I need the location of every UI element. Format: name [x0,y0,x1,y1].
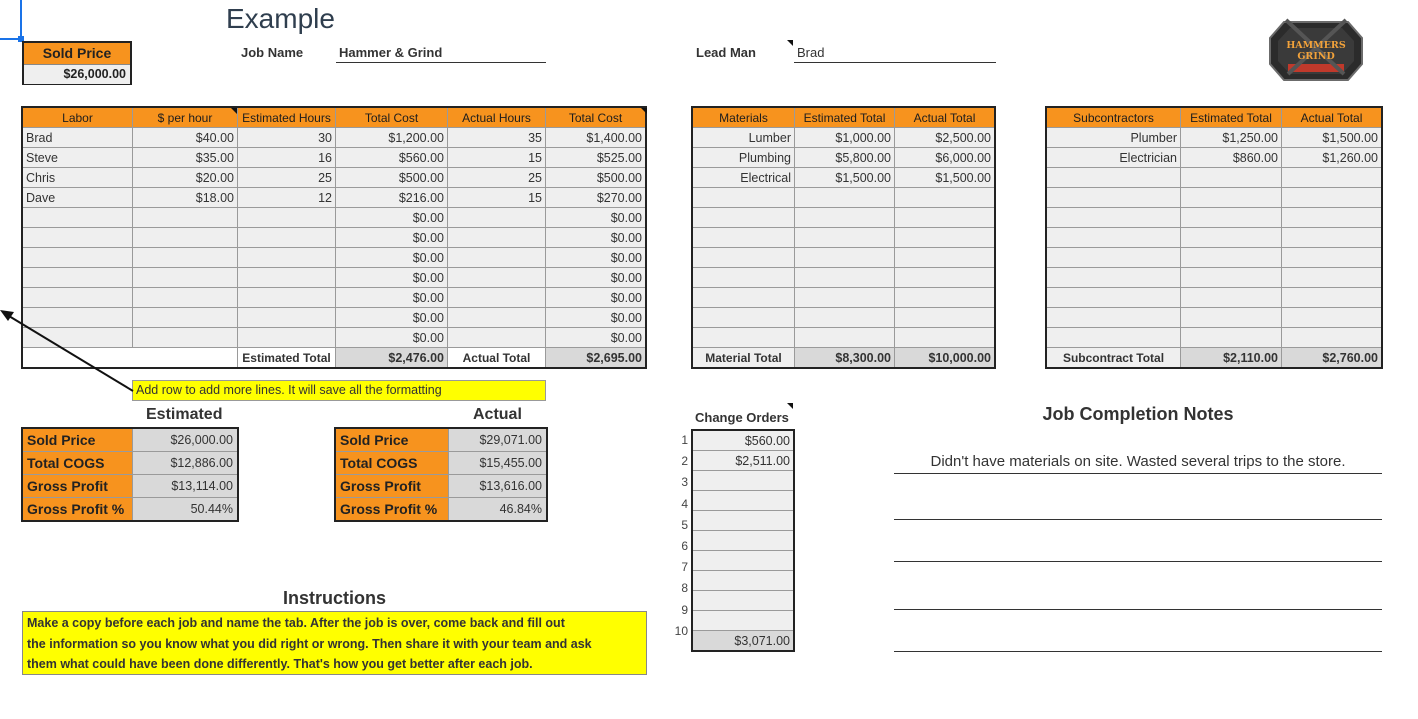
lead-man-value[interactable]: Brad [794,45,996,63]
change-order-row [693,611,794,631]
labor-row [23,248,646,268]
cell-selection-border[interactable] [0,0,22,40]
subcontractors-cell[interactable] [1282,228,1382,248]
labor-cell[interactable]: 35 [448,128,546,148]
change-order-row [693,491,794,511]
materials-cell[interactable] [795,268,895,288]
materials-cell[interactable] [795,308,895,328]
labor-cell[interactable] [238,208,336,228]
materials-cell[interactable] [895,268,995,288]
labor-cell[interactable]: 15 [448,188,546,208]
instructions-line: them what could have been done differently. That's how you get better after each job. [27,657,533,671]
summary-label: Gross Profit [336,475,449,498]
labor-cell[interactable]: $0.00 [546,328,646,348]
labor-cell[interactable] [133,328,238,348]
materials-row [693,228,995,248]
labor-cell[interactable] [238,268,336,288]
instructions-line: the information so you know what you did right or wrong. Then share it with your team and ask [27,636,592,651]
subcontractors-cell[interactable] [1282,248,1382,268]
subcontract-act-total[interactable]: $2,760.00 [1282,348,1382,368]
subcontract-est-total[interactable]: $2,110.00 [1181,348,1282,368]
labor-row [23,228,646,248]
change-orders-numbers [668,430,688,642]
labor-cell[interactable]: $0.00 [336,288,448,308]
materials-row [693,148,995,168]
change-order-row [693,551,794,571]
materials-col-act[interactable]: Actual Total [895,108,995,128]
subcontractors-cell[interactable] [1181,208,1282,228]
change-order-row [693,531,794,551]
labor-col-est-hours[interactable]: Estimated Hours [238,108,336,128]
materials-cell[interactable] [693,228,795,248]
summary-row [23,452,238,475]
change-order-number: 7 [681,560,688,575]
materials-cell[interactable] [795,188,895,208]
labor-cell[interactable]: $1,200.00 [336,128,448,148]
actual-summary-title: Actual [473,406,522,423]
comment-marker[interactable] [787,403,793,409]
summary-row [23,498,238,521]
change-order-value[interactable] [693,531,794,551]
materials-cell[interactable] [895,288,995,308]
subcontractors-cell[interactable] [1181,228,1282,248]
change-orders-table [692,430,794,651]
subcontractors-cell[interactable] [1181,168,1282,188]
change-order-number: 5 [681,517,688,532]
change-order-value[interactable] [693,491,794,511]
materials-cell[interactable] [895,188,995,208]
change-order-value[interactable] [693,551,794,571]
materials-cell[interactable] [693,268,795,288]
materials-cell[interactable] [693,248,795,268]
actual-summary-table [335,428,547,521]
subcontractors-cell[interactable] [1047,288,1181,308]
labor-cell[interactable]: Chris [23,168,133,188]
labor-cell[interactable] [448,328,546,348]
subcontractors-cell[interactable]: $1,500.00 [1282,128,1382,148]
materials-cell[interactable]: $1,500.00 [895,168,995,188]
subcontractors-cell[interactable]: Plumber [1047,128,1181,148]
materials-cell[interactable] [693,188,795,208]
subcontractors-row [1047,128,1382,148]
labor-row [23,188,646,208]
change-order-value[interactable] [693,511,794,531]
summary-row [23,475,238,498]
summary-value[interactable]: $12,886.00 [133,452,238,475]
labor-cell[interactable]: $35.00 [133,148,238,168]
change-order-value[interactable] [693,571,794,591]
change-order-value[interactable]: $560.00 [693,431,794,451]
estimated-summary-table [22,428,238,521]
labor-cell[interactable]: $18.00 [133,188,238,208]
materials-row [693,208,995,228]
summary-value[interactable]: $13,616.00 [449,475,547,498]
labor-cell[interactable]: $0.00 [336,228,448,248]
summary-value[interactable]: $13,114.00 [133,475,238,498]
subcontractors-row [1047,308,1382,328]
labor-row [23,208,646,228]
labor-cell[interactable] [133,208,238,228]
labor-cell[interactable]: Brad [23,128,133,148]
subcontractors-cell[interactable] [1047,268,1181,288]
labor-cell[interactable] [238,328,336,348]
labor-cell[interactable] [23,208,133,228]
estimated-total-value[interactable]: $2,476.00 [336,348,448,368]
subcontractors-row [1047,248,1382,268]
labor-cell[interactable]: 30 [238,128,336,148]
labor-cell[interactable]: 15 [448,148,546,168]
summary-label: Sold Price [23,429,133,452]
labor-cell[interactable] [238,308,336,328]
summary-value[interactable]: $15,455.00 [449,452,547,475]
estimated-total-label: Estimated Total [238,348,336,368]
labor-cell[interactable] [448,248,546,268]
labor-cell[interactable]: $0.00 [546,228,646,248]
materials-col-est[interactable]: Estimated Total [795,108,895,128]
subcontractors-cell[interactable]: $1,260.00 [1282,148,1382,168]
subcontract-total-row [1047,348,1382,368]
summary-row [336,498,547,521]
labor-row [23,128,646,148]
subcontractors-row [1047,228,1382,248]
subcontractors-cell[interactable] [1282,268,1382,288]
materials-cell[interactable]: Lumber [693,128,795,148]
subcontractors-table [1046,107,1382,368]
instructions-title: Instructions [282,588,386,608]
labor-cell[interactable]: $40.00 [133,128,238,148]
labor-cell[interactable] [23,268,133,288]
subcontractors-row [1047,188,1382,208]
add-row-note: Add row to add more lines. It will save all the formatting [132,380,546,401]
labor-cell[interactable]: $1,400.00 [546,128,646,148]
labor-col-act-cost[interactable]: Total Cost [546,108,646,128]
labor-cell[interactable] [448,288,546,308]
subcontract-total-label: Subcontract Total [1047,348,1181,368]
labor-cell[interactable] [238,288,336,308]
subcontractors-cell[interactable] [1181,308,1282,328]
summary-value[interactable]: 46.84% [449,498,547,521]
subcontractors-cell[interactable] [1282,288,1382,308]
labor-cell[interactable]: $560.00 [336,148,448,168]
subcontractors-row [1047,148,1382,168]
summary-label: Gross Profit % [23,498,133,521]
subcontractors-cell[interactable]: $860.00 [1181,148,1282,168]
subcontractors-cell[interactable] [1282,168,1382,188]
labor-cell[interactable]: Steve [23,148,133,168]
labor-cell[interactable]: $0.00 [336,328,448,348]
note-line[interactable] [894,538,1382,562]
company-logo [1266,14,1366,88]
change-order-number: 3 [681,475,688,490]
subcontractors-cell[interactable] [1282,308,1382,328]
labor-cell[interactable] [133,228,238,248]
labor-cell[interactable]: $0.00 [546,268,646,288]
labor-col-labor[interactable]: Labor [23,108,133,128]
note-line[interactable] [894,586,1382,610]
materials-cell[interactable] [895,248,995,268]
material-est-total[interactable]: $8,300.00 [795,348,895,368]
materials-cell[interactable]: Plumbing [693,148,795,168]
change-orders-title: Change Orders [695,410,789,425]
labor-cell[interactable]: $0.00 [546,288,646,308]
note-line[interactable] [894,496,1382,520]
labor-header-row [23,108,646,128]
materials-row [693,328,995,348]
labor-cell[interactable] [133,268,238,288]
labor-row [23,168,646,188]
subcontractors-row [1047,328,1382,348]
materials-cell[interactable] [895,308,995,328]
note-line[interactable] [894,628,1382,652]
labor-row [23,148,646,168]
labor-cell[interactable]: $500.00 [546,168,646,188]
instructions-line: Make a copy before each job and name the tab. After the job is over, come back and fill out [27,616,565,630]
material-total-label: Material Total [693,348,795,368]
labor-cell[interactable]: $0.00 [336,308,448,328]
labor-cell[interactable]: $0.00 [546,208,646,228]
subcontractors-cell[interactable] [1181,268,1282,288]
materials-cell[interactable]: $1,500.00 [795,168,895,188]
summary-label: Gross Profit % [336,498,449,521]
labor-cell[interactable]: $0.00 [336,208,448,228]
sold-price-value[interactable]: $26,000.00 [24,65,130,84]
subcontractors-cell[interactable]: Electrician [1047,148,1181,168]
logo-text: HAMMERS GRIND [1286,40,1346,62]
labor-cell[interactable]: $216.00 [336,188,448,208]
labor-cell[interactable]: $20.00 [133,168,238,188]
change-order-number: 6 [681,538,688,553]
subcontractors-cell[interactable] [1047,308,1181,328]
summary-label: Total COGS [23,452,133,475]
subcontractors-cell[interactable] [1047,228,1181,248]
subcontractors-cell[interactable] [1047,188,1181,208]
lead-man-label: Lead Man [696,45,756,60]
materials-total-row [693,348,995,368]
subcontractors-cell[interactable] [1282,208,1382,228]
change-order-value[interactable] [693,611,794,631]
change-order-row [693,571,794,591]
materials-cell[interactable] [895,328,995,348]
subcontractors-cell[interactable] [1047,328,1181,348]
labor-cell[interactable]: $0.00 [336,268,448,288]
materials-row [693,268,995,288]
material-act-total[interactable]: $10,000.00 [895,348,995,368]
actual-total-value[interactable]: $2,695.00 [546,348,646,368]
subcontractors-col-act[interactable]: Actual Total [1282,108,1382,128]
summary-row [336,475,547,498]
subcontractors-row [1047,268,1382,288]
subcontractors-row [1047,208,1382,228]
change-order-row [693,471,794,491]
change-order-row [693,431,794,451]
change-order-value[interactable]: $2,511.00 [693,451,794,471]
subcontractors-cell[interactable] [1282,188,1382,208]
labor-cell[interactable] [238,248,336,268]
materials-col-name[interactable]: Materials [693,108,795,128]
labor-cell[interactable] [448,268,546,288]
summary-value[interactable]: 50.44% [133,498,238,521]
subcontractors-cell[interactable] [1047,168,1181,188]
labor-cell[interactable]: $270.00 [546,188,646,208]
subcontractors-header-row [1047,108,1382,128]
labor-col-est-cost[interactable]: Total Cost [336,108,448,128]
subcontractors-row [1047,288,1382,308]
job-name-value[interactable]: Hammer & Grind [336,45,546,63]
materials-cell[interactable]: $5,800.00 [795,148,895,168]
job-completion-title: Job Completion Notes [1042,404,1234,424]
change-order-row [693,511,794,531]
change-order-number: 10 [674,623,688,638]
materials-cell[interactable] [795,248,895,268]
change-order-row [693,451,794,471]
materials-header-row [693,108,995,128]
labor-cell[interactable] [133,308,238,328]
materials-cell[interactable] [693,288,795,308]
labor-cell[interactable] [133,288,238,308]
change-order-number: 4 [681,496,688,511]
labor-col-rate[interactable]: $ per hour [133,108,238,128]
estimated-summary-title: Estimated [146,406,223,423]
comment-marker[interactable] [231,108,237,114]
change-order-number: 2 [681,454,688,469]
materials-row [693,288,995,308]
sold-price-box [22,41,132,85]
labor-cell[interactable] [448,208,546,228]
summary-row [23,429,238,452]
materials-cell[interactable] [693,308,795,328]
change-order-number: 9 [681,602,688,617]
labor-cell[interactable] [133,248,238,268]
change-order-number: 8 [681,581,688,596]
labor-cell[interactable] [23,228,133,248]
subcontractors-cell[interactable] [1047,248,1181,268]
materials-cell[interactable] [795,328,895,348]
subcontractors-col-name[interactable]: Subcontractors [1047,108,1181,128]
subcontractors-cell[interactable] [1181,248,1282,268]
change-order-value[interactable] [693,591,794,611]
materials-cell[interactable]: $6,000.00 [895,148,995,168]
materials-row [693,248,995,268]
summary-label: Total COGS [336,452,449,475]
materials-cell[interactable] [795,208,895,228]
materials-cell[interactable] [693,208,795,228]
summary-row [336,429,547,452]
subcontractors-cell[interactable]: $1,250.00 [1181,128,1282,148]
summary-row [336,452,547,475]
note-line[interactable]: Didn't have materials on site. Wasted several trips to the store. [894,450,1382,474]
materials-cell[interactable]: Electrical [693,168,795,188]
page-title: Example [226,3,335,34]
change-order-value[interactable] [693,471,794,491]
materials-cell[interactable] [895,228,995,248]
labor-cell[interactable]: Dave [23,188,133,208]
sold-price-label: Sold Price [24,43,130,65]
summary-value[interactable]: $26,000.00 [133,429,238,452]
materials-cell[interactable]: $2,500.00 [895,128,995,148]
materials-row [693,128,995,148]
actual-total-label: Actual Total [448,348,546,368]
materials-cell[interactable]: $1,000.00 [795,128,895,148]
labor-cell[interactable]: 25 [238,168,336,188]
materials-cell[interactable] [795,228,895,248]
materials-cell[interactable] [795,288,895,308]
comment-marker[interactable] [641,108,647,114]
materials-row [693,168,995,188]
subcontractors-cell[interactable] [1181,288,1282,308]
instructions-box [22,611,647,675]
labor-col-act-hours[interactable]: Actual Hours [448,108,546,128]
change-orders-total-row [693,631,794,651]
labor-cell[interactable]: $0.00 [546,308,646,328]
labor-cell[interactable]: $500.00 [336,168,448,188]
subcontractors-cell[interactable] [1181,188,1282,208]
labor-cell[interactable]: 16 [238,148,336,168]
labor-cell[interactable] [448,228,546,248]
labor-cell[interactable]: 12 [238,188,336,208]
blank-cell [133,348,238,368]
subcontractors-row [1047,168,1382,188]
change-order-row [693,591,794,611]
job-name-label: Job Name [241,45,304,60]
pointer-arrow-icon [0,300,140,395]
summary-label: Gross Profit [23,475,133,498]
change-order-number: 1 [681,433,688,447]
summary-value[interactable]: $29,071.00 [449,429,547,452]
labor-row [23,268,646,288]
materials-cell[interactable] [693,328,795,348]
comment-marker[interactable] [787,40,793,46]
materials-row [693,308,995,328]
change-orders-total[interactable]: $3,071.00 [693,631,794,651]
labor-cell[interactable]: 25 [448,168,546,188]
labor-cell[interactable]: $0.00 [546,248,646,268]
subcontractors-cell[interactable] [1282,328,1382,348]
subcontractors-cell[interactable] [1047,208,1181,228]
materials-table [692,107,995,368]
subcontractors-cell[interactable] [1181,328,1282,348]
labor-cell[interactable] [238,228,336,248]
labor-cell[interactable]: $525.00 [546,148,646,168]
labor-cell[interactable] [23,248,133,268]
materials-cell[interactable] [895,208,995,228]
summary-label: Sold Price [336,429,449,452]
labor-cell[interactable]: $0.00 [336,248,448,268]
subcontractors-col-est[interactable]: Estimated Total [1181,108,1282,128]
labor-cell[interactable] [448,308,546,328]
materials-row [693,188,995,208]
